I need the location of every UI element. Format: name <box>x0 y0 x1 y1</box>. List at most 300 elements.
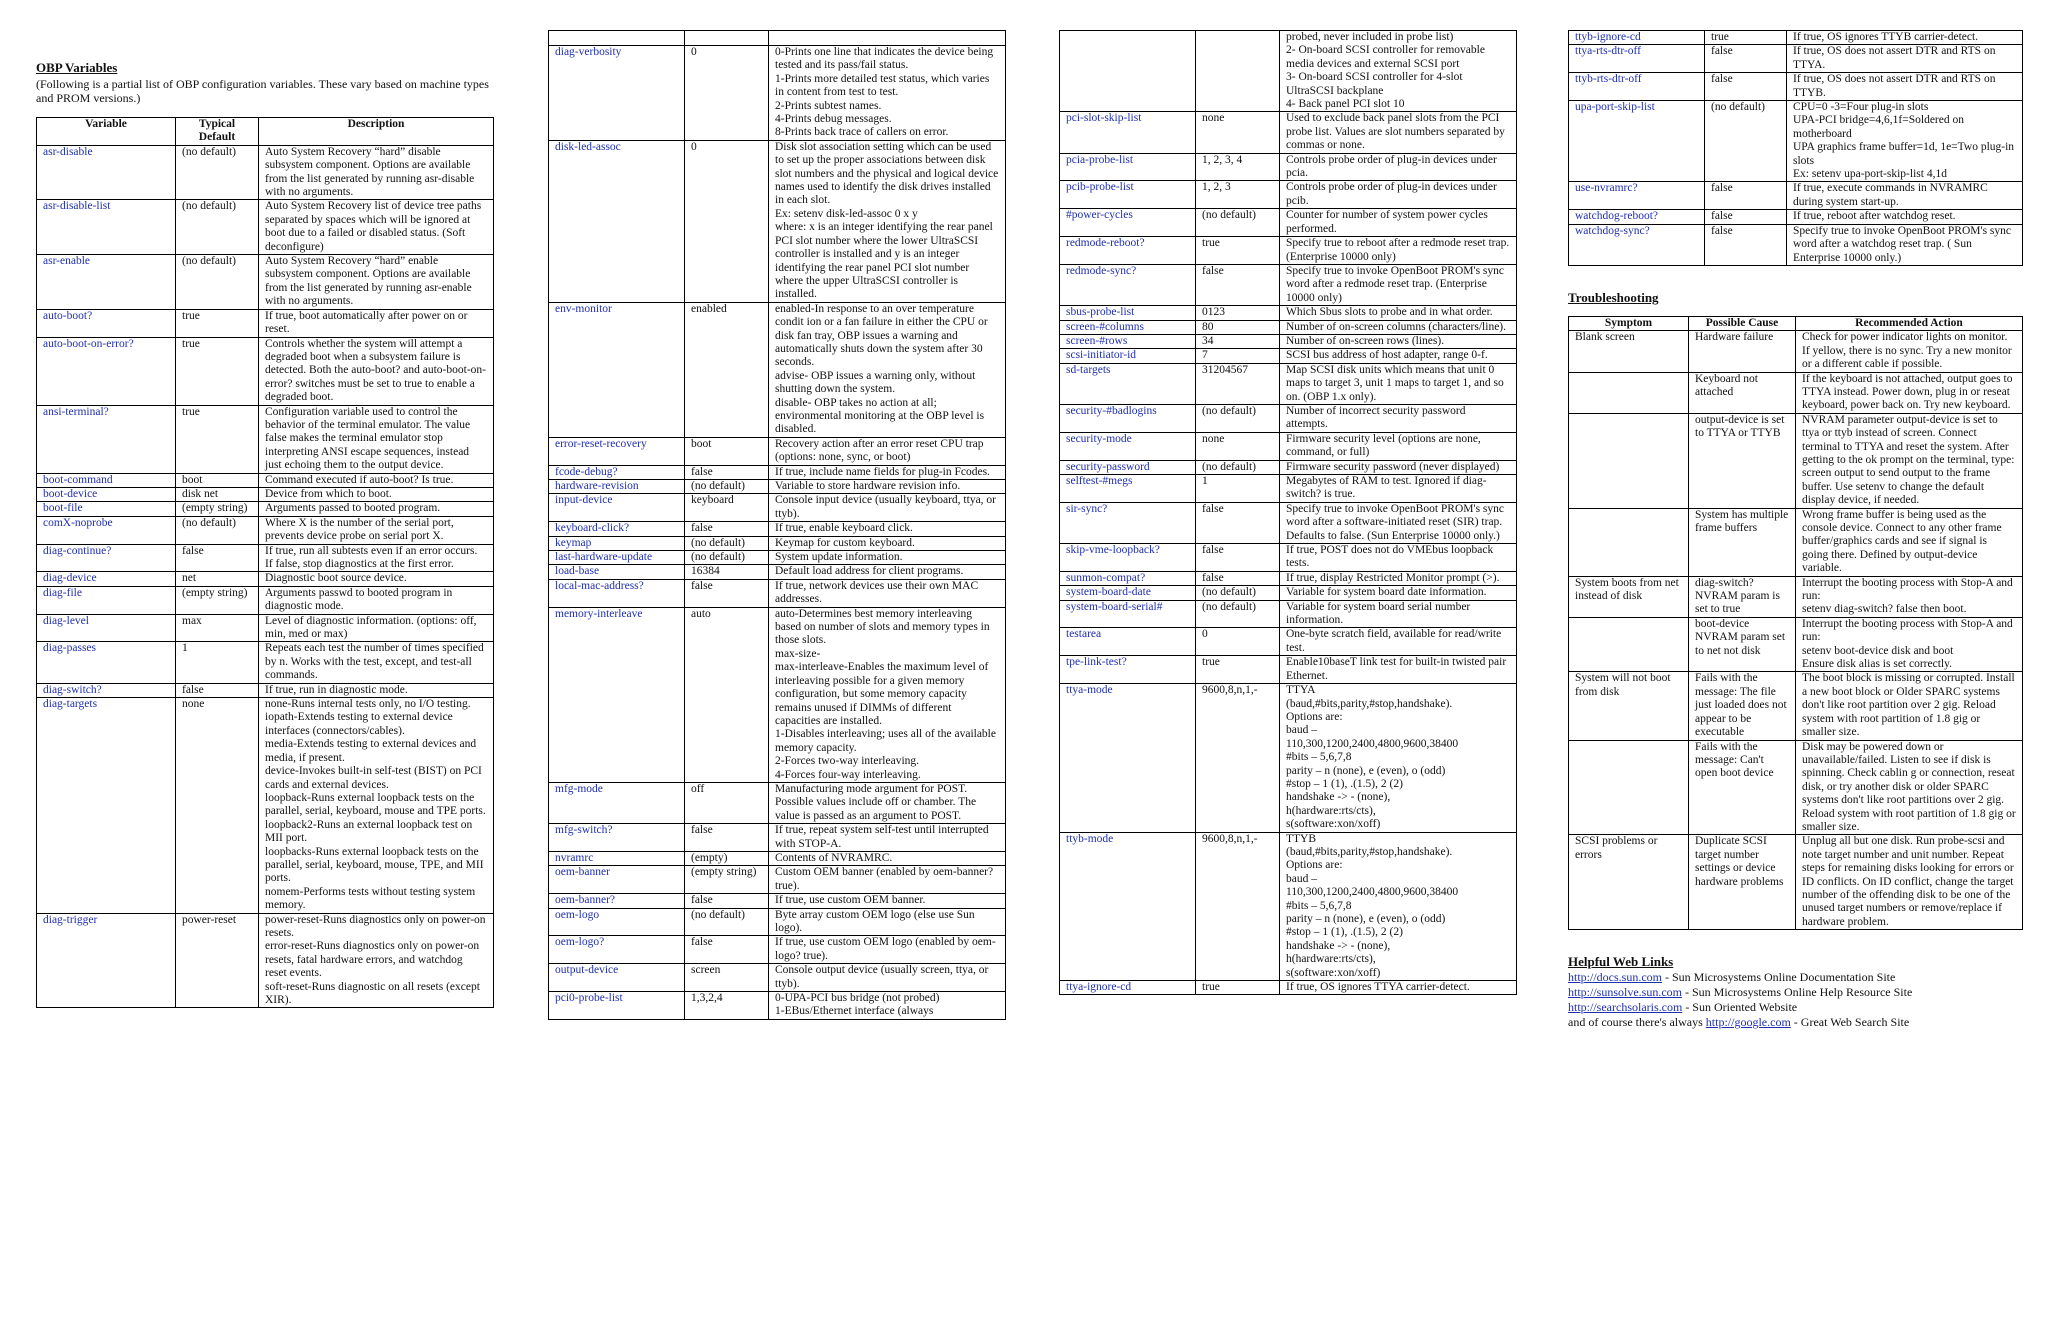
variable-cell[interactable]: ttyb-mode <box>1060 832 1196 980</box>
troubleshooting-table <box>1568 316 2023 930</box>
description-cell: Contents of NVRAMRC. <box>769 851 1006 865</box>
table-row <box>549 536 1006 550</box>
description-cell: If true, include name fields for plug-in Fcodes. <box>769 465 1006 479</box>
table-row <box>1060 334 1517 348</box>
description-cell: Byte array custom OEM logo (else use Sun logo). <box>769 908 1006 936</box>
table-row <box>1060 404 1517 432</box>
variable-cell[interactable]: asr-enable <box>37 255 176 310</box>
variable-cell[interactable]: oem-logo? <box>549 936 685 964</box>
description-cell: Variable for system board serial number information. <box>1280 600 1517 628</box>
table-row <box>37 487 494 501</box>
column-2 <box>548 30 1006 1020</box>
default-cell: 31204567 <box>1196 363 1280 404</box>
table-row <box>549 140 1006 302</box>
description-cell: Firmware security password (never displayed) <box>1280 460 1517 474</box>
web-links <box>1568 954 2023 1030</box>
table-row <box>1060 264 1517 305</box>
description-cell: power-reset-Runs diagnostics only on power-on resets. error-reset-Runs diagnostics only on power-on resets, fatal hardware errors, and watchdog reset events. soft-reset-Runs diagnostic on all resets (except XIR). <box>259 913 494 1008</box>
link-sunsolve[interactable]: http://sunsolve.sun.com <box>1568 985 1682 1000</box>
table-row <box>37 572 494 586</box>
description-cell: 0-Prints one line that indicates the device being tested and its pass/fail status. 1-Prints more detailed test status, which varies in content from test to test. 2-Prints subtest names. 4-Prints debug messages. 8-Prints back trace of callers on error. <box>769 46 1006 141</box>
link-item-2: http://searchsolaris.com - Sun Oriented Website <box>1568 1000 1798 1015</box>
variable-cell[interactable]: ttya-mode <box>1060 684 1196 832</box>
table-row <box>1060 832 1517 980</box>
variable-cell[interactable]: nvramrc <box>549 851 685 865</box>
variable-cell[interactable]: mfg-switch? <box>549 824 685 852</box>
table-row <box>37 913 494 1008</box>
table-row <box>1060 349 1517 363</box>
table-row <box>549 551 1006 565</box>
default-cell: true <box>1196 237 1280 265</box>
table-row <box>549 824 1006 852</box>
table-row <box>549 465 1006 479</box>
description-cell: SCSI bus address of host adapter, range 0-f. <box>1280 349 1517 363</box>
variable-cell[interactable]: #power-cycles <box>1060 209 1196 237</box>
variable-cell[interactable]: memory-interleave <box>549 607 685 782</box>
variable-cell[interactable]: pcia-probe-list <box>1060 153 1196 181</box>
default-cell: (no default) <box>1196 460 1280 474</box>
table-row <box>1569 31 2023 45</box>
description-cell: If true, run all subtests even if an error occurs. If false, stop diagnostics at the first error. <box>259 544 494 572</box>
table-row <box>549 964 1006 992</box>
default-cell: 1 <box>1196 475 1280 503</box>
table-row <box>549 782 1006 823</box>
default-cell: false <box>1196 571 1280 585</box>
description-cell: Controls probe order of plug-in devices under pcib. <box>1280 181 1517 209</box>
description-cell: If true, OS ignores TTYB carrier-detect. <box>1787 31 2023 45</box>
default-cell: 0123 <box>1196 306 1280 320</box>
variable-cell[interactable]: pcib-probe-list <box>1060 181 1196 209</box>
table-row <box>1569 576 2023 617</box>
default-cell: (empty string) <box>176 586 259 614</box>
variable-cell[interactable]: keymap <box>549 536 685 550</box>
default-cell: false <box>1705 73 1787 101</box>
table-row <box>1569 73 2023 101</box>
table-row <box>1060 684 1517 832</box>
default-cell: keyboard <box>685 494 769 522</box>
default-cell: boot <box>176 473 259 487</box>
links-title: Helpful Web Links <box>1568 954 1674 970</box>
description-cell: Command executed if auto-boot? Is true. <box>259 473 494 487</box>
variable-cell[interactable]: skip-vme-loopback? <box>1060 544 1196 572</box>
default-cell: false <box>1705 210 1787 224</box>
variable-cell[interactable]: oem-banner <box>549 866 685 894</box>
table-row <box>37 255 494 310</box>
symptom-cell: Blank screen <box>1569 331 1689 372</box>
variable-cell[interactable]: mfg-mode <box>549 782 685 823</box>
default-cell: 16384 <box>685 565 769 579</box>
description-cell: Number of on-screen columns (characters/line). <box>1280 320 1517 334</box>
header-variable: Variable <box>37 118 176 146</box>
description-cell: If true, reboot after watchdog reset. <box>1787 210 2023 224</box>
default-cell: false <box>685 465 769 479</box>
variable-cell[interactable]: testarea <box>1060 628 1196 656</box>
variable-cell[interactable]: asr-disable-list <box>37 200 176 255</box>
variable-cell[interactable]: last-hardware-update <box>549 551 685 565</box>
description-cell: If true, POST does not do VMEbus loopback tests. <box>1280 544 1517 572</box>
description-cell: Auto System Recovery “hard” disable subsystem component. Options are available from the list generated by running asr-disable with no arguments. <box>259 145 494 200</box>
default-cell: (empty string) <box>685 866 769 894</box>
variable-cell[interactable]: local-mac-address? <box>549 579 685 607</box>
description-cell: Specify true to invoke OpenBoot PROM's sync word after a redmode reset trap. (Enterprise 10000 only) <box>1280 264 1517 305</box>
default-cell: (no default) <box>1196 209 1280 237</box>
description-cell: If true, execute commands in NVRAMRC during system start-up. <box>1787 182 2023 210</box>
obp-table-4 <box>1568 30 2023 266</box>
variable-cell[interactable]: diag-file <box>37 586 176 614</box>
variable-cell[interactable]: watchdog-sync? <box>1569 224 1705 265</box>
description-cell: If true, network devices use their own MAC addresses. <box>769 579 1006 607</box>
variable-cell[interactable]: redmode-reboot? <box>1060 237 1196 265</box>
description-cell: Level of diagnostic information. (options: off, min, med or max) <box>259 614 494 642</box>
table-row <box>1060 306 1517 320</box>
default-cell: false <box>685 894 769 908</box>
default-cell: false <box>1705 224 1787 265</box>
description-cell: Keymap for custom keyboard. <box>769 536 1006 550</box>
default-cell: (no default) <box>1196 600 1280 628</box>
default-cell: 9600,8,n,1,- <box>1196 684 1280 832</box>
table-row <box>549 437 1006 465</box>
variable-cell[interactable]: sd-targets <box>1060 363 1196 404</box>
description-cell: Specify true to invoke OpenBoot PROM's sync word after a watchdog reset trap. ( Sun Enterprise 10000 only.) <box>1787 224 2023 265</box>
variable-cell[interactable]: auto-boot? <box>37 309 176 337</box>
variable-cell[interactable]: disk-led-assoc <box>549 140 685 302</box>
table-row <box>1569 372 2023 413</box>
table-row <box>549 480 1006 494</box>
description-cell: If true, use custom OEM banner. <box>769 894 1006 908</box>
table-row <box>1569 182 2023 210</box>
default-cell: power-reset <box>176 913 259 1008</box>
default-cell: 1, 2, 3, 4 <box>1196 153 1280 181</box>
default-cell: auto <box>685 607 769 782</box>
description-cell: Console input device (usually keyboard, ttya, or ttyb). <box>769 494 1006 522</box>
default-cell: 1, 2, 3 <box>1196 181 1280 209</box>
default-cell: (no default) <box>176 516 259 544</box>
variable-cell[interactable]: diag-level <box>37 614 176 642</box>
description-cell: If true, run in diagnostic mode. <box>259 683 494 697</box>
variable-cell[interactable]: sbus-probe-list <box>1060 306 1196 320</box>
description-cell: Default load address for client programs. <box>769 565 1006 579</box>
description-cell: System update information. <box>769 551 1006 565</box>
table-row <box>549 522 1006 536</box>
variable-cell[interactable]: diag-verbosity <box>549 46 685 141</box>
action-cell: The boot block is missing or corrupted. Install a new boot block or Older SPARC systems don't like root partition over 2 gig. Reload system with root partition of 1.8 gig or smaller size. <box>1796 672 2023 740</box>
variable-cell[interactable]: hardware-revision <box>549 480 685 494</box>
default-cell: 0 <box>685 140 769 302</box>
action-cell: Check for power indicator lights on monitor. If yellow, there is no sync. Try a new monitor or a different cable if possible. <box>1796 331 2023 372</box>
variable-cell[interactable]: boot-command <box>37 473 176 487</box>
symptom-cell <box>1569 740 1689 835</box>
cause-cell: Keyboard not attached <box>1689 372 1796 413</box>
description-cell: Arguments passwd to booted program in diagnostic mode. <box>259 586 494 614</box>
table-row <box>1060 363 1517 404</box>
variable-cell[interactable]: tpe-link-test? <box>1060 656 1196 684</box>
description-cell: CPU=0 -3=Four plug-in slots UPA-PCI bridge=4,6,1f=Soldered on motherboard UPA graphics frame buffer=1d, 1e=Two plug-in slots Ex: setenv upa-port-skip-list 4,1d <box>1787 101 2023 182</box>
variable-cell[interactable]: diag-continue? <box>37 544 176 572</box>
variable-cell[interactable]: ttya-rts-dtr-off <box>1569 45 1705 73</box>
variable-cell[interactable]: ttya-ignore-cd <box>1060 981 1196 995</box>
link-searchsolaris[interactable]: http://searchsolaris.com <box>1568 1000 1683 1015</box>
table-row <box>1569 835 2023 930</box>
table-row <box>549 579 1006 607</box>
variable-cell[interactable]: oem-banner? <box>549 894 685 908</box>
table-row <box>549 46 1006 141</box>
default-cell <box>1196 31 1280 112</box>
default-cell: true <box>1196 656 1280 684</box>
symptom-cell: System boots from net instead of disk <box>1569 576 1689 617</box>
description-cell: Disk slot association setting which can be used to set up the proper associations between disk slot numbers and the physical and logical device names used to identify the disk drives installed in each slot. Ex: setenv disk-led-assoc 0 x y where: x is an integer identifying the rear panel PCI slot number where the lower UltraSCSI controller is installed and y is an integer identifying the rear panel PCI slot number where the upper UltraSCSI controller is installed. <box>769 140 1006 302</box>
table-row <box>1060 460 1517 474</box>
variable-cell[interactable]: system-board-serial# <box>1060 600 1196 628</box>
description-cell: If true, enable keyboard click. <box>769 522 1006 536</box>
default-cell: screen <box>685 964 769 992</box>
description-cell: Megabytes of RAM to test. Ignored if diag-switch? is true. <box>1280 475 1517 503</box>
variable-cell[interactable]: sunmon-compat? <box>1060 571 1196 585</box>
link-footer: and of course there's always http://google.com - Great Web Search Site <box>1568 1015 1910 1030</box>
variable-cell[interactable]: auto-boot-on-error? <box>37 337 176 405</box>
description-cell: If true, OS does not assert DTR and RTS on TTYB. <box>1787 73 2023 101</box>
symptom-cell <box>1569 617 1689 672</box>
variable-cell[interactable]: pci0-probe-list <box>549 992 685 1020</box>
obp-table-3 <box>1059 30 1517 995</box>
table-row <box>1569 331 2023 372</box>
variable-cell[interactable]: oem-logo <box>549 908 685 936</box>
variable-cell[interactable]: env-monitor <box>549 302 685 437</box>
action-cell: If the keyboard is not attached, output goes to TTYA instead. Power down, plug in or reseat keyboard, power back on. Try new keyboard. <box>1796 372 2023 413</box>
variable-cell[interactable]: ttyb-rts-dtr-off <box>1569 73 1705 101</box>
table-row <box>1569 224 2023 265</box>
action-cell: NVRAM parameter output-device is set to ttya or ttyb instead of screen. Connect terminal to TTYA and reset the system. After getting to the ok prompt on the terminal, type: screen output to send output to the frame buffer. Use setenv to change the default display device, if needed. <box>1796 413 2023 508</box>
obp-table-1 <box>36 117 494 1008</box>
default-cell: false <box>176 683 259 697</box>
column-3 <box>1059 30 1517 995</box>
description-cell: Diagnostic boot source device. <box>259 572 494 586</box>
default-cell: (no default) <box>176 200 259 255</box>
table-row <box>37 405 494 473</box>
default-cell: disk net <box>176 487 259 501</box>
default-cell: (no default) <box>1196 586 1280 600</box>
table-row <box>1569 672 2023 740</box>
description-cell: Device from which to boot. <box>259 487 494 501</box>
description-cell: If true, OS does not assert DTR and RTS on TTYA. <box>1787 45 2023 73</box>
variable-cell[interactable]: fcode-debug? <box>549 465 685 479</box>
default-cell: 34 <box>1196 334 1280 348</box>
table-row <box>549 565 1006 579</box>
table-row <box>1060 544 1517 572</box>
variable-cell[interactable]: ttyb-ignore-cd <box>1569 31 1705 45</box>
default-cell: false <box>1705 182 1787 210</box>
variable-cell[interactable]: diag-device <box>37 572 176 586</box>
header-default: Typical Default <box>176 118 259 146</box>
variable-cell[interactable]: error-reset-recovery <box>549 437 685 465</box>
description-cell: Variable to store hardware revision info. <box>769 480 1006 494</box>
link-docs[interactable]: http://docs.sun.com <box>1568 970 1662 985</box>
description-cell: Which Sbus slots to probe and in what order. <box>1280 306 1517 320</box>
default-cell: false <box>685 579 769 607</box>
table-row <box>37 586 494 614</box>
table-row <box>549 494 1006 522</box>
variable-cell[interactable]: diag-switch? <box>37 683 176 697</box>
variable-cell[interactable]: use-nvramrc? <box>1569 182 1705 210</box>
default-cell: (empty) <box>685 851 769 865</box>
variable-cell[interactable]: upa-port-skip-list <box>1569 101 1705 182</box>
table-row <box>1569 508 2023 576</box>
default-cell: (no default) <box>685 908 769 936</box>
table-row <box>1060 432 1517 460</box>
default-cell: true <box>176 309 259 337</box>
default-cell: false <box>1705 45 1787 73</box>
cause-cell: Fails with the message: Can't open boot device <box>1689 740 1796 835</box>
variable-cell[interactable]: load-base <box>549 565 685 579</box>
description-cell: Controls probe order of plug-in devices under pcia. <box>1280 153 1517 181</box>
variable-cell[interactable]: diag-targets <box>37 698 176 914</box>
description-cell: Controls whether the system will attempt a degraded boot when a subsystem failure is detected. Both the auto-boot? and auto-boot-on-error? switches must be set to true to enable a degraded boot. <box>259 337 494 405</box>
table-row <box>37 544 494 572</box>
table-row <box>549 31 1006 46</box>
description-cell: Auto System Recovery “hard” enable subsystem component. Options are available from the list generated by running asr-enable with no arguments. <box>259 255 494 310</box>
default-cell: true <box>1705 31 1787 45</box>
description-cell: Variable for system board date information. <box>1280 586 1517 600</box>
default-cell: 0 <box>685 46 769 141</box>
description-cell: Arguments passed to booted program. <box>259 502 494 516</box>
variable-cell[interactable]: screen-#columns <box>1060 320 1196 334</box>
action-cell: Unplug all but one disk. Run probe-scsi and note target number and unit number. Repeat steps for remaining disks looking for errors or ID conflicts. On ID conflict, change the target number of the offending disk to be one of the unused target numbers or remove/replace if hardware problem. <box>1796 835 2023 930</box>
default-cell: true <box>176 405 259 473</box>
default-cell: 1,3,2,4 <box>685 992 769 1020</box>
header-symptom: Symptom <box>1569 316 1689 330</box>
table-row <box>1569 210 2023 224</box>
default-cell: off <box>685 782 769 823</box>
description-cell: TTYB (baud,#bits,parity,#stop,handshake). Options are: baud – 110,300,1200,2400,4800,9600,38400 #bits – 5,6,7,8 parity – n (none), e (even), o (odd) #stop – 1 (1), .(1.5), 2 (2) handshake -> - (none), h(hardware:rts/cts), s(software:xon/xoff) <box>1280 832 1517 980</box>
description-cell: If true, OS ignores TTYA carrier-detect. <box>1280 981 1517 995</box>
default-cell: (empty string) <box>176 502 259 516</box>
table-row <box>37 642 494 683</box>
default-cell: (no default) <box>685 480 769 494</box>
default-cell: max <box>176 614 259 642</box>
table-row <box>1060 502 1517 543</box>
default-cell: false <box>176 544 259 572</box>
table-row <box>37 145 494 200</box>
variable-cell[interactable]: input-device <box>549 494 685 522</box>
cause-cell: System has multiple frame buffers <box>1689 508 1796 576</box>
table-row <box>1060 475 1517 503</box>
variable-cell[interactable]: scsi-initiator-id <box>1060 349 1196 363</box>
default-cell: boot <box>685 437 769 465</box>
cause-cell: Duplicate SCSI target number settings or device hardware problems <box>1689 835 1796 930</box>
description-cell: none-Runs internal tests only, no I/O testing. iopath-Extends testing to external device interfaces (connectors/cables). media-Extends testing to external devices and media, if present. device-Invokes built-in self-test (BIST) on PCI cards and external devices. loopback-Runs external loopback tests on the parallel, serial, keyboard, mouse and TPE ports. loopback2-Runs an external loopback test on MII port. loopbacks-Runs external loopback tests on the parallel, serial, keyboard, mouse, TPE, and MII ports. nomem-Performs tests without testing system memory. <box>259 698 494 914</box>
header-cause: Possible Cause <box>1689 316 1796 330</box>
variable-cell[interactable]: system-board-date <box>1060 586 1196 600</box>
table-row <box>549 936 1006 964</box>
variable-cell[interactable]: asr-disable <box>37 145 176 200</box>
description-cell: Where X is the number of the serial port, prevents device probe on serial port X. <box>259 516 494 544</box>
table-row <box>1060 571 1517 585</box>
table-row <box>1060 320 1517 334</box>
table-row <box>1569 101 2023 182</box>
variable-cell[interactable]: security-password <box>1060 460 1196 474</box>
table-row <box>1060 153 1517 181</box>
table-row <box>549 992 1006 1020</box>
obp-title: OBP Variables <box>36 60 118 75</box>
default-cell: enabled <box>685 302 769 437</box>
link-google[interactable]: http://google.com <box>1705 1015 1791 1030</box>
action-cell: Interrupt the booting process with Stop-A and run: setenv boot-device disk and boot Ensure disk alias is set correctly. <box>1796 617 2023 672</box>
symptom-cell <box>1569 508 1689 576</box>
table-row <box>549 908 1006 936</box>
troubleshooting-section <box>1568 290 2023 930</box>
variable-cell[interactable]: keyboard-click? <box>549 522 685 536</box>
table-row <box>549 302 1006 437</box>
header-action: Recommended Action <box>1796 316 2023 330</box>
variable-cell[interactable]: diag-passes <box>37 642 176 683</box>
variable-cell[interactable]: selftest-#megs <box>1060 475 1196 503</box>
default-cell: (no default) <box>1196 404 1280 432</box>
cause-cell: Fails with the message: The file just loaded does not appear to be executable <box>1689 672 1796 740</box>
variable-cell[interactable]: comX-noprobe <box>37 516 176 544</box>
default-cell: (no default) <box>685 536 769 550</box>
obp-intro: (Following is a partial list of OBP configuration variables. These vary based on machine types and PROM versions.) <box>36 77 489 105</box>
table-row <box>37 473 494 487</box>
action-cell: Interrupt the booting process with Stop-A and run: setenv diag-switch? false then boot. <box>1796 576 2023 617</box>
description-cell: 0-UPA-PCI bus bridge (not probed) 1-EBus/Ethernet interface (always <box>769 992 1006 1020</box>
variable-cell <box>1060 31 1196 112</box>
default-cell: none <box>176 698 259 914</box>
variable-cell[interactable]: sir-sync? <box>1060 502 1196 543</box>
default-cell: (no default) <box>176 145 259 200</box>
description-cell: Specify true to reboot after a redmode reset trap. (Enterprise 10000 only) <box>1280 237 1517 265</box>
column-1 <box>36 60 494 1008</box>
default-cell: net <box>176 572 259 586</box>
variable-cell[interactable]: diag-trigger <box>37 913 176 1008</box>
description-cell: Configuration variable used to control the behavior of the terminal emulator. The value false makes the terminal emulator stop interpreting ANSI escape sequences, instead just echoing them to the output device. <box>259 405 494 473</box>
default-cell: false <box>685 824 769 852</box>
action-cell: Wrong frame buffer is being used as the console device. Connect to any other frame buffer/graphics cards and see if signal is going there. Defined by output-device variable. <box>1796 508 2023 576</box>
description-cell: TTYA (baud,#bits,parity,#stop,handshake). Options are: baud – 110,300,1200,2400,4800,9600,38400 #bits – 5,6,7,8 parity – n (none), e (even), o (odd) #stop – 1 (1), .(1.5), 2 (2) handshake -> - (none), h(hardware:rts/cts), s(software:xon/xoff) <box>1280 684 1517 832</box>
default-cell: true <box>1196 981 1280 995</box>
default-cell: 0 <box>1196 628 1280 656</box>
table-row <box>549 894 1006 908</box>
table-row <box>1060 586 1517 600</box>
description-cell: auto-Determines best memory interleaving based on number of slots and memory types in those slots. max-size- max-interleave-Enables the maximum level of interleaving possible for a given memory configuration, but some memory capacity remains unused if DIMMs of different capacities are installed. 1-Disables interleaving; uses all of the available memory capacity. 2-Forces two-way interleaving. 4-Forces four-way interleaving. <box>769 607 1006 782</box>
variable-cell[interactable]: boot-file <box>37 502 176 516</box>
default-cell: 9600,8,n,1,- <box>1196 832 1280 980</box>
table-row <box>1060 181 1517 209</box>
description-cell: Used to exclude back panel slots from the PCI probe list. Values are slot numbers separated by commas or none. <box>1280 112 1517 153</box>
variable-cell[interactable]: security-mode <box>1060 432 1196 460</box>
default-cell: 7 <box>1196 349 1280 363</box>
table-row <box>37 614 494 642</box>
table-row <box>37 683 494 697</box>
variable-cell[interactable]: pci-slot-skip-list <box>1060 112 1196 153</box>
variable-cell[interactable]: security-#badlogins <box>1060 404 1196 432</box>
table-row <box>1060 981 1517 995</box>
column-4 <box>1568 30 2023 1030</box>
cause-cell: diag-switch? NVRAM param is set to true <box>1689 576 1796 617</box>
description-cell: Firmware security level (options are none, command, or full) <box>1280 432 1517 460</box>
description-cell: Manufacturing mode argument for POST. Possible values include off or chamber. The value is passed as an argument to POST. <box>769 782 1006 823</box>
cause-cell: output-device is set to TTYA or TTYB <box>1689 413 1796 508</box>
description-cell: Console output device (usually screen, ttya, or ttyb). <box>769 964 1006 992</box>
variable-cell[interactable]: screen-#rows <box>1060 334 1196 348</box>
description-cell: If true, boot automatically after power on or reset. <box>259 309 494 337</box>
table-row <box>1060 237 1517 265</box>
variable-cell[interactable]: redmode-sync? <box>1060 264 1196 305</box>
symptom-cell <box>1569 372 1689 413</box>
default-cell: (no default) <box>1705 101 1787 182</box>
variable-cell[interactable]: output-device <box>549 964 685 992</box>
variable-cell[interactable]: boot-device <box>37 487 176 501</box>
variable-cell[interactable]: ansi-terminal? <box>37 405 176 473</box>
variable-cell[interactable]: watchdog-reboot? <box>1569 210 1705 224</box>
